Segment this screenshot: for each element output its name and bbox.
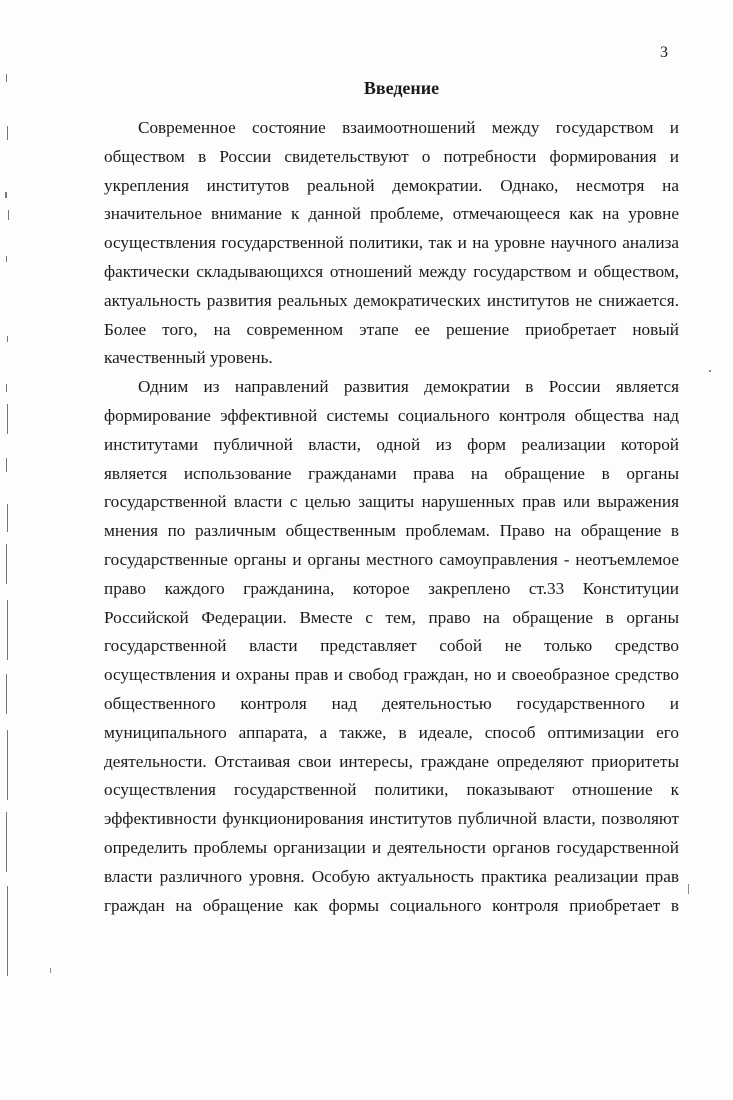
text-line: укрепления институтов реальной демократии. Однако, несмотря на (104, 175, 679, 195)
text-line: качественный уровень. (104, 348, 273, 368)
text-line: формирование эффективной системы социального контроля общества над (104, 405, 679, 425)
text-line: является использование гражданами права на обращение в органы (104, 463, 679, 483)
text-line: деятельности. Отстаивая свои интересы, граждане определяют приоритеты (104, 751, 679, 771)
text-line: значительное внимание к данной проблеме, отмечающееся как на уровне (104, 204, 679, 224)
text-line: власти различного уровня. Особую актуальность практика реализации прав (104, 866, 679, 886)
scan-speck (709, 370, 711, 372)
text-line: осуществления государственной политики, так и на уровне научного анализа (104, 233, 679, 253)
scan-speck (50, 968, 51, 973)
text-line: эффективности функционирования институтов публичной власти, позволяют (104, 809, 679, 829)
text-line: общественного контроля над деятельностью государственного и (104, 693, 679, 713)
text-line: осуществления и охраны прав и свобод граждан, но и своеобразное средство (104, 665, 679, 685)
text-line: обществом в России свидетельствуют о потребности формирования и (104, 146, 679, 166)
text-line: институтами публичной власти, одной из форм реализации которой (104, 434, 679, 454)
scan-speck (688, 884, 689, 894)
page-number: 3 (660, 44, 668, 61)
text-line: осуществления государственной политики, показывают отношение к (104, 780, 679, 800)
text-line: граждан на обращение как формы социального контроля приобретает в (104, 895, 679, 915)
text-line: Более того, на современном этапе ее решение приобретает новый (104, 319, 679, 339)
text-line: государственной власти представляет собой не только средство (104, 636, 679, 656)
text-line: Одним из направлений развития демократии в России является (138, 377, 679, 397)
section-title: Введение (363, 78, 440, 98)
text-line: мнения по различным общественным проблемам. Право на обращение в (104, 521, 679, 541)
text-line: муниципального аппарата, а также, в идеале, способ оптимизации его (104, 722, 679, 742)
text-line: актуальность развития реальных демократических институтов не снижается. (104, 290, 679, 310)
text-line: право каждого гражданина, которое закреплено ст.33 Конституции (104, 578, 679, 598)
text-line: Современное состояние взаимоотношений между государством и (138, 118, 679, 137)
scan-edge-noise (0, 60, 14, 980)
text-line: государственные органы и органы местного самоуправления - неотъемлемое (104, 549, 679, 569)
text-line: фактически складывающихся отношений между государством и обществом, (104, 261, 679, 281)
text-line: Российской Федерации. Вместе с тем, право на обращение в органы (104, 607, 679, 627)
body-text (104, 114, 679, 920)
text-line: государственной власти с целью защиты нарушенных прав или выражения (104, 492, 679, 512)
text-line: определить проблемы организации и деятельности органов государственной (104, 837, 679, 857)
